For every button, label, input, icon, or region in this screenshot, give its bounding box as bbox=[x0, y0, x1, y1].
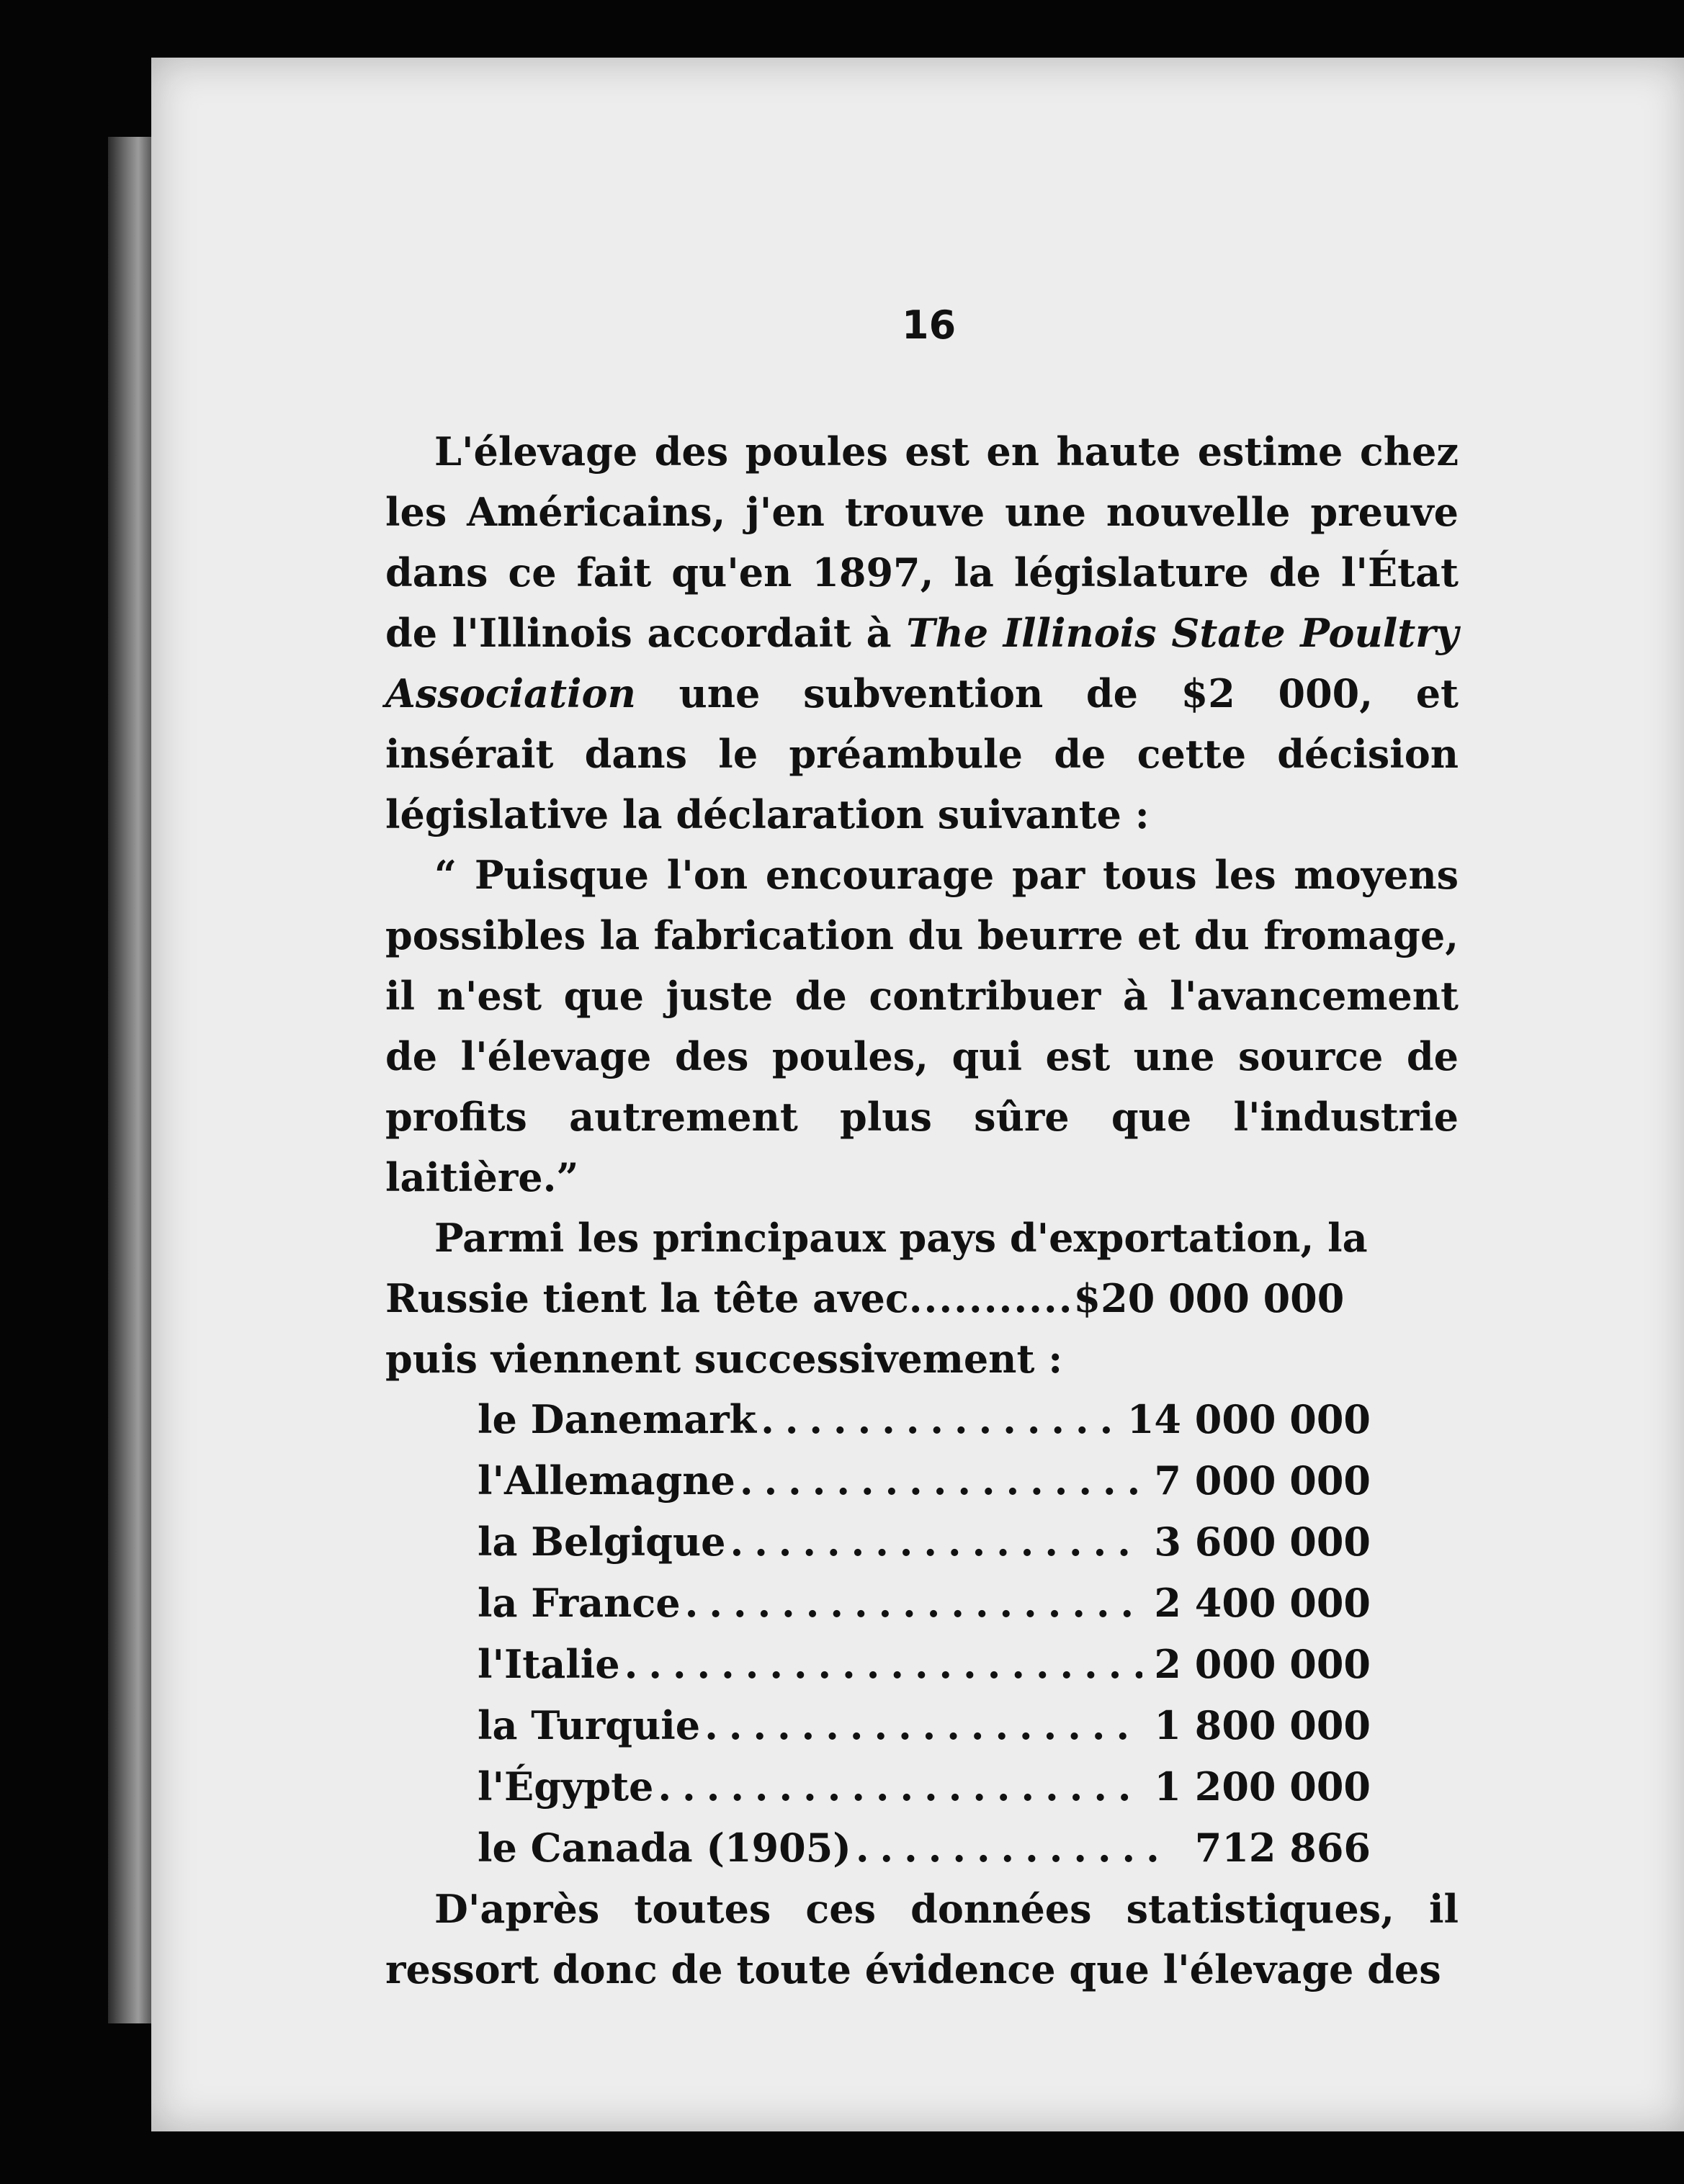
export-value: 14 000 000 bbox=[1127, 1396, 1371, 1442]
association-name: The Illinois State Poultry Association bbox=[385, 610, 1459, 716]
export-country: l'Italie bbox=[478, 1641, 620, 1687]
page-number: 16 bbox=[902, 302, 957, 348]
export-value: 3 600 000 bbox=[1154, 1519, 1371, 1565]
leader-dots bbox=[730, 1511, 1142, 1572]
export-row-canada bbox=[478, 1817, 1371, 1879]
leader-dots bbox=[856, 1817, 1157, 1878]
leader-dots bbox=[761, 1389, 1116, 1450]
export-row-turquie bbox=[478, 1695, 1371, 1756]
paragraph-illinois-text-start: L'élevage des poules est en haute estime chez les Américains, j'en trouve une nouvelle preuve dans ce fait qu'en 1897, la législature de l'État de l'Illinois accordait à bbox=[385, 428, 1459, 656]
paragraph-illinois-text-end: une subvention de $2 000, et insérait dans le préambule de cette décision législative la déclaration suivante : bbox=[385, 670, 1459, 837]
export-value: 7 000 000 bbox=[1154, 1457, 1371, 1504]
export-row-egypte bbox=[478, 1756, 1371, 1817]
export-country: la France bbox=[478, 1580, 681, 1626]
russia-label: Russie tient la tête avec bbox=[385, 1275, 909, 1321]
export-country: le Danemark bbox=[478, 1396, 757, 1442]
export-row-france bbox=[478, 1573, 1371, 1634]
export-value: 2 400 000 bbox=[1154, 1580, 1371, 1626]
export-country: la Belgique bbox=[478, 1519, 726, 1565]
leader-dots bbox=[685, 1573, 1143, 1633]
export-country: l'Allemagne bbox=[478, 1457, 735, 1504]
export-value: 712 866 bbox=[1194, 1825, 1371, 1871]
russia-line bbox=[385, 1268, 1459, 1329]
export-row-italie bbox=[478, 1634, 1371, 1695]
export-country: le Canada (1905) bbox=[478, 1825, 851, 1871]
paragraph-illinois bbox=[385, 421, 1459, 845]
export-country: l'Égypte bbox=[478, 1763, 654, 1810]
page-edge-strip bbox=[108, 137, 151, 2023]
page-body bbox=[385, 421, 1459, 2000]
leader-dots bbox=[704, 1695, 1142, 1756]
russia-value: $20 000 000 bbox=[1073, 1275, 1345, 1321]
export-value: 2 000 000 bbox=[1154, 1641, 1371, 1687]
legislative-quote: “ Puisque l'on encourage par tous les moyens possibles la fabrication du beurre et du fromage, il n'est que juste de contribuer à l'avancement de l'élevage des poules, qui est une source de profits autrement plus sûre que l'industrie laitière.” bbox=[385, 852, 1459, 1200]
export-country: la Turquie bbox=[478, 1702, 701, 1748]
paragraph-conclusion: D'après toutes ces données statistiques, il ressort donc de toute évidence que l'élevage des bbox=[385, 1886, 1459, 1992]
export-row-danemark bbox=[478, 1389, 1371, 1450]
export-value: 1 200 000 bbox=[1154, 1763, 1371, 1810]
exports-table bbox=[385, 1389, 1371, 1879]
successively-line: puis viennent successivement : bbox=[385, 1336, 1063, 1382]
paragraph-exports-intro: Parmi les principaux pays d'exportation, la bbox=[434, 1215, 1368, 1261]
russia-leader-dots: ........... bbox=[908, 1275, 1074, 1321]
leader-dots bbox=[740, 1450, 1143, 1511]
export-value: 1 800 000 bbox=[1154, 1702, 1371, 1748]
export-row-allemagne bbox=[478, 1450, 1371, 1511]
leader-dots bbox=[624, 1634, 1143, 1694]
export-row-belgique bbox=[478, 1511, 1371, 1573]
leader-dots bbox=[658, 1756, 1142, 1817]
